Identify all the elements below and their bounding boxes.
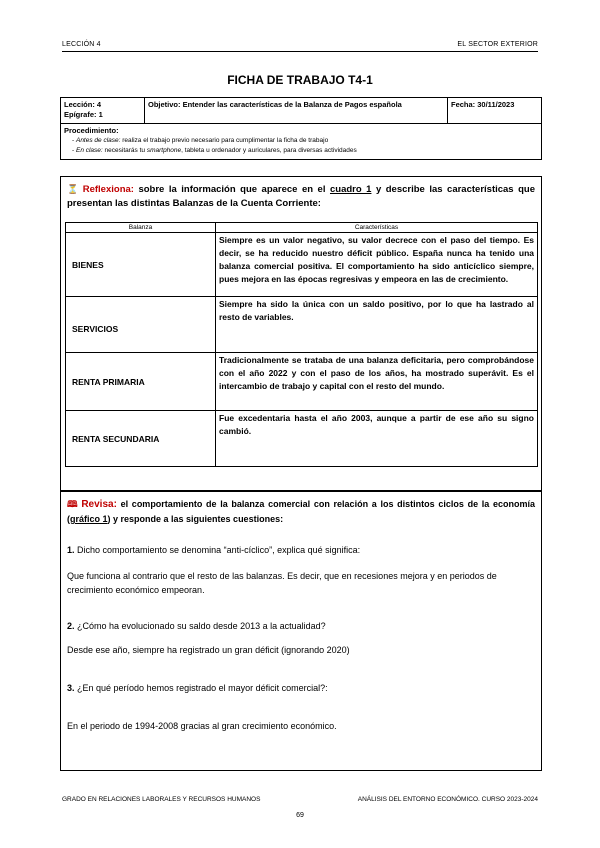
question-3: 3. ¿En qué período hemos registrado el mayor déficit comercial?: [67, 683, 328, 693]
revisa-text-a: el comportamiento de la balanza comercial con relación a los distintos ciclos de la economía ( [67, 499, 535, 524]
revisa-prompt [61, 492, 541, 526]
answer-2: Desde ese año, siempre ha registrado un gran déficit (ignorando 2020) [67, 645, 350, 655]
lesson-cell [61, 98, 145, 123]
page-number: 69 [296, 812, 304, 819]
reflexiona-text-a: sobre la información que aparece en el [133, 184, 330, 195]
table-row [66, 297, 538, 353]
balance-description: Siempre es un valor negativo, su valor decrece con el paso del tiempo. Es decir, se ha reducido nuestro déficit público. España nunca ha tenido una balanza comercial positiva. El comportamiento ha sido anticíclico siempre, pues mejora en las épocas regresivas y empeora en las de crecimiento. [216, 233, 538, 297]
header-topic: EL SECTOR EXTERIOR [457, 41, 538, 48]
question-2: 2. ¿Cómo ha evolucionado su saldo desde 2013 a la actualidad? [67, 621, 326, 631]
revisa-label: Revisa: [81, 499, 117, 510]
header-divider [62, 51, 538, 52]
balance-description: Siempre ha sido la única con un saldo positivo, por lo que ha lastrado al resto de variables. [216, 297, 538, 353]
table-row [66, 353, 538, 411]
balance-name: RENTA PRIMARIA [66, 353, 216, 411]
answer-1: Que funciona al contrario que el resto de las balanzas. Es decir, que en recesiones mejora y en periodos de crecimiento económico empeoran. [67, 571, 497, 595]
balance-name: RENTA SECUNDARIA [66, 411, 216, 467]
before-label: Antes de clase: [75, 137, 121, 144]
table-row [66, 411, 538, 467]
cuadro-ref: cuadro 1 [329, 184, 372, 195]
procedure-before: - Antes de clase: realiza el trabajo previo necesario para cumplimentar la ficha de trabajo [72, 137, 329, 144]
page-title: FICHA DE TRABAJO T4-1 [227, 73, 373, 87]
revisa-text-b: ) y responde a las siguientes cuestiones: [107, 514, 284, 524]
in-class-text-b: smartphone [146, 147, 182, 154]
book-icon: 🕮 [67, 499, 78, 509]
footer-degree: GRADO EN RELACIONES LABORALES Y RECURSOS HUMANOS [62, 796, 261, 803]
reflexiona-text-b: y describe las características que presentan las distintas Balanzas de la Cuenta Corriente: [67, 184, 535, 209]
balance-description: Fue excedentaria hasta el año 2003, aunque a partir de ese año su signo cambió. [216, 411, 538, 467]
info-box [60, 97, 542, 160]
reflexiona-prompt [61, 177, 541, 211]
answer-3: En el periodo de 1994-2008 gracias al gran crecimiento económico. [67, 721, 337, 731]
reflexiona-label: Reflexiona: [82, 184, 134, 195]
header-lesson: LECCIÓN 4 [62, 41, 101, 48]
balances-table [65, 222, 538, 467]
in-class-label: En clase: [75, 147, 103, 154]
footer-course: ANÁLISIS DEL ENTORNO ECONÓMICO. CURSO 2023-2024 [357, 796, 538, 803]
table-header: Características [216, 223, 538, 233]
date-cell: Fecha: 30/11/2023 [451, 100, 515, 109]
table-row [66, 233, 538, 297]
hourglass-icon: ⏳ [67, 184, 79, 194]
reflexiona-section [60, 176, 542, 491]
epigraph-label: Epígrafe: 1 [64, 110, 103, 119]
lesson-label: Lección: 4 [64, 100, 102, 109]
objective-cell: Objetivo: Entender las características de la Balanza de Pagos española [145, 98, 448, 123]
in-class-text-a: necesitarás tu [102, 147, 147, 154]
grafico-ref: gráfico 1 [70, 514, 108, 524]
balance-name: SERVICIOS [66, 297, 216, 353]
procedure-in-class: - En clase: necesitarás tu smartphone, tableta u ordenador y auriculares, para diversas actividades [72, 147, 357, 154]
table-header: Balanza [66, 223, 216, 233]
procedure [61, 124, 541, 159]
question-1: 1. Dicho comportamiento se denomina “anti-cíclico”, explica qué significa: [67, 545, 361, 555]
balance-name: BIENES [66, 233, 216, 297]
before-text: realiza el trabajo previo necesario para cumplimentar la ficha de trabajo [120, 137, 329, 144]
balance-description: Tradicionalmente se trataba de una balanza deficitaria, pero comprobándose con el año 2022 y con el paso de los años, ha mostrado superávit. Es el intercambio de trabajo y capital con el resto del mundo. [216, 353, 538, 411]
procedure-heading: Procedimiento: [64, 126, 119, 135]
revisa-section [60, 491, 542, 771]
in-class-text-c: , tableta u ordenador y auriculares, para diversas actividades [181, 147, 357, 154]
